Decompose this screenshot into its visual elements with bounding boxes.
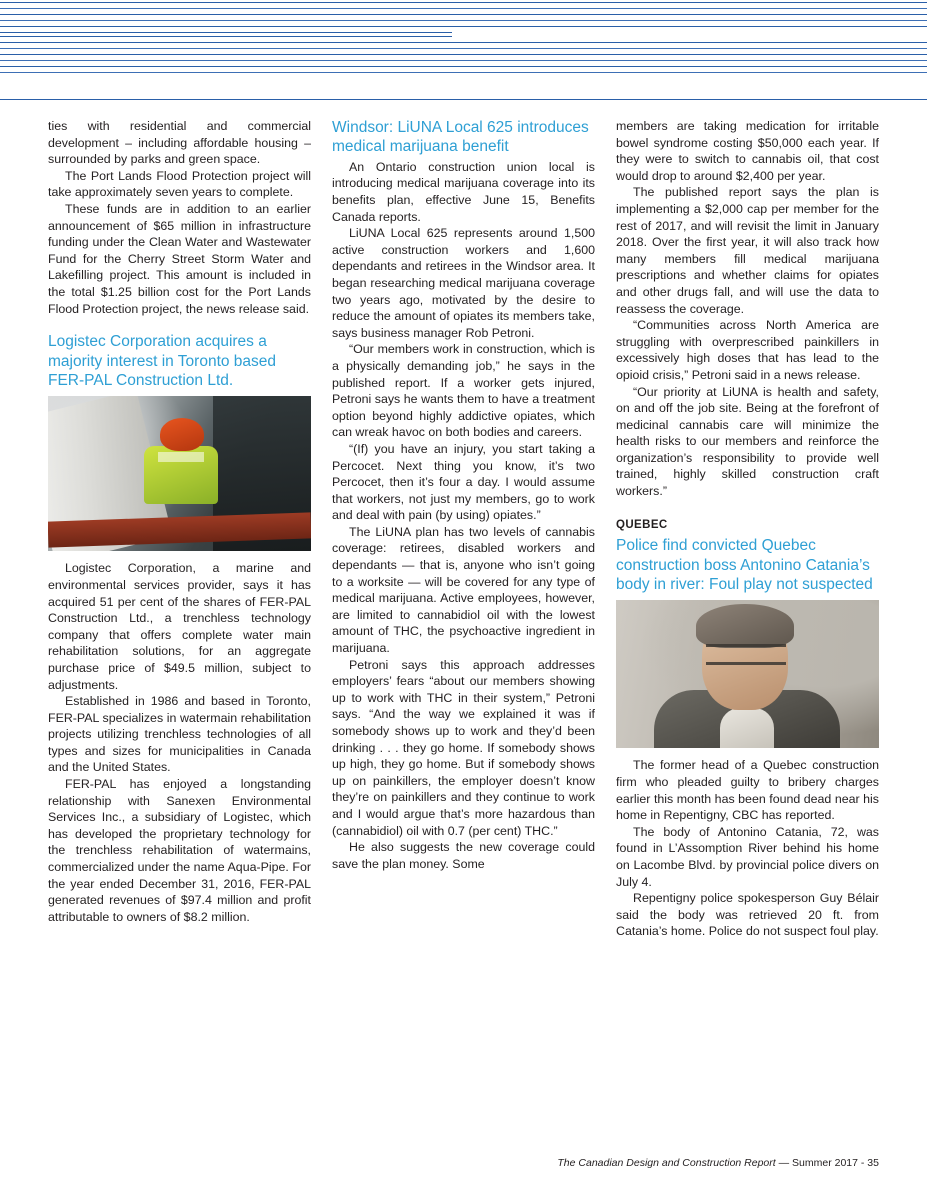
paragraph: “Our priority at LiUNA is health and safety, on and off the job site. Being at the forefront of medicinal cannabis care will minimize the health risks to our members and reinforce the organization’s responsibility to provide well trained, highly skilled construction craft workers.”: [616, 384, 879, 499]
photo-worker-vest: [144, 446, 218, 504]
paragraph: FER-PAL has enjoyed a longstanding relationship with Sanexen Environmental Services Inc., a subsidiary of Logistec, which has developed the proprietary technology for the trenchless rehabilitation of watermains, commercialized under the name Aqua-Pipe. For the year ended December 31, 2016, FER-PAL generated revenues of $97.4 million and profit attributable to owners of $8.2 million.: [48, 777, 311, 924]
column-1: [48, 118, 311, 1138]
logistec-worker-photo: [48, 396, 311, 551]
header-divider: [0, 99, 927, 100]
spacer: [616, 500, 879, 517]
antonino-catania-photo: [616, 600, 879, 748]
paragraph: The Port Lands Flood Protection project will take approximately seven years to complete.: [48, 168, 311, 200]
paragraph: LiUNA Local 625 represents around 1,500 active construction workers and 1,600 dependants and retirees in the Windsor area. It began researching medical marijuana coverage two years ago, motivated by the desire to reduce the amount of opiates its members take, says business manager Rob Petroni.: [332, 226, 595, 340]
photo-subject-hair: [696, 604, 794, 648]
article-columns: [48, 118, 880, 1138]
paragraph: Repentigny police spokesperson Guy Bélair said the body was retrieved 20 ft. from Catania’s home. Police do not suspect foul play.: [616, 891, 879, 939]
paragraph: Petroni says this approach addresses employers’ fears “about our members showing up to work with THC in their system,” Petroni says. “And the way we explained it was if somebody shows up to work and they’d been drinking . . . they go home. If somebody shows up high, they go home. But if somebody shows up on painkillers, the employer doesn’t know they’re on painkillers and they continue to work and I would argue that’s more hazardous than (cannabidiol) oil with 0.7 (per cent) THC.”: [332, 657, 595, 838]
footer-publication-name: The Canadian Design and Construction Report: [557, 1157, 776, 1169]
paragraph: Established in 1986 and based in Toronto, FER-PAL specializes in watermain rehabilitation projects utilizing trenchless technologies of all types and sizes for municipalities in Canada and the United States.: [48, 694, 311, 775]
paragraph: The published report says the plan is implementing a $2,000 cap per member for the rest of 2017, and will revisit the limit in January 2018. Over the first year, it will also track how many members fill medical marijuana prescriptions and whether claims for opiates and other drugs fall, and will use the data to reassess the coverage.: [616, 185, 879, 316]
footer-issue-and-page: — Summer 2017 - 35: [778, 1157, 879, 1169]
article-heading-liuna: Windsor: LiUNA Local 625 introduces medical marijuana benefit: [332, 119, 589, 156]
paragraph: “(If) you have an injury, you start taking a Percocet. Next thing you know, it’s two Percocet, then it’s four a day. I would assume that workers, not just my members, go to work and deal with pain (by using) opiates.”: [332, 441, 595, 523]
paragraph: An Ontario construction union local is introducing medical marijuana coverage into its benefits plan, effective June 15, Benefits Canada reports.: [332, 159, 595, 224]
paragraph: ties with residential and commercial development – including affordable housing – surrounded by parks and green space.: [48, 119, 311, 167]
article-heading-catania: Police find convicted Quebec construction boss Antonino Catania’s body in river: Foul play not suspected: [616, 537, 873, 594]
spacer: [48, 317, 311, 332]
photo-worker-helmet: [160, 418, 204, 451]
photo-subject-glasses: [706, 644, 786, 665]
column-2: [332, 118, 595, 1138]
section-kicker-quebec: QUEBEC: [616, 518, 668, 531]
paragraph: The former head of a Quebec construction firm who pleaded guilty to bribery charges earlier this month has been found dead near his home in Repentigny, CBC has reported.: [616, 758, 879, 823]
column-3: [616, 118, 879, 1138]
paragraph: members are taking medication for irritable bowel syndrome costing $50,000 each year. If they were to switch to cannabis oil, that cost would drop to around $2,400 per year.: [616, 119, 879, 183]
decorative-header-rules: [0, 0, 927, 96]
paragraph: He also suggests the new coverage could save the plan money. Some: [332, 840, 595, 871]
article-heading-logistec: Logistec Corporation acquires a majority interest in Toronto based FER-PAL Construction Ltd.: [48, 333, 277, 389]
paragraph: These funds are in addition to an earlier announcement of $65 million in infrastructure funding under the Clean Water and Wastewater Fund for the Cherry Street Storm Water and Lakefilling project. This amount is included in the total $1.25 billion cost for the Port Lands Flood Protection project, the news release said.: [48, 201, 311, 316]
paragraph: The LiUNA plan has two levels of cannabis coverage: retirees, disabled workers and dependants — that is, anyone who isn’t going to a worksite — will be covered for any type of medical marijuana. Active employees, however, are limited to cannabidiol oil with the lowest amount of THC, the psychoactive ingredient in marijuana.: [332, 524, 595, 656]
photo-subject-shirt: [720, 708, 774, 748]
paragraph: The body of Antonino Catania, 72, was found in L’Assomption River behind his home on Lacombe Blvd. by provincial police divers on July 4.: [616, 824, 879, 889]
paragraph: Logistec Corporation, a marine and environmental services provider, says it has acquired 51 per cent of the shares of FER-PAL Construction Ltd., a trenchless technology company that offers complete water main rehabilitation solutions, for an aggregate purchase price of $49.5 million, subject to adjustments.: [48, 561, 311, 692]
page-footer: [557, 1157, 879, 1169]
paragraph: “Communities across North America are struggling with overprescribed painkillers in excessively high doses that has lead to the opioid crisis,” Petroni said in a news release.: [616, 318, 879, 382]
paragraph: “Our members work in construction, which is a physically demanding job,” he says in the published report. If a worker gets injured, Petroni says he wants them to have a treatment option beyond highly addictive opiates, which can wreak havoc on both bodies and careers.: [332, 342, 595, 440]
